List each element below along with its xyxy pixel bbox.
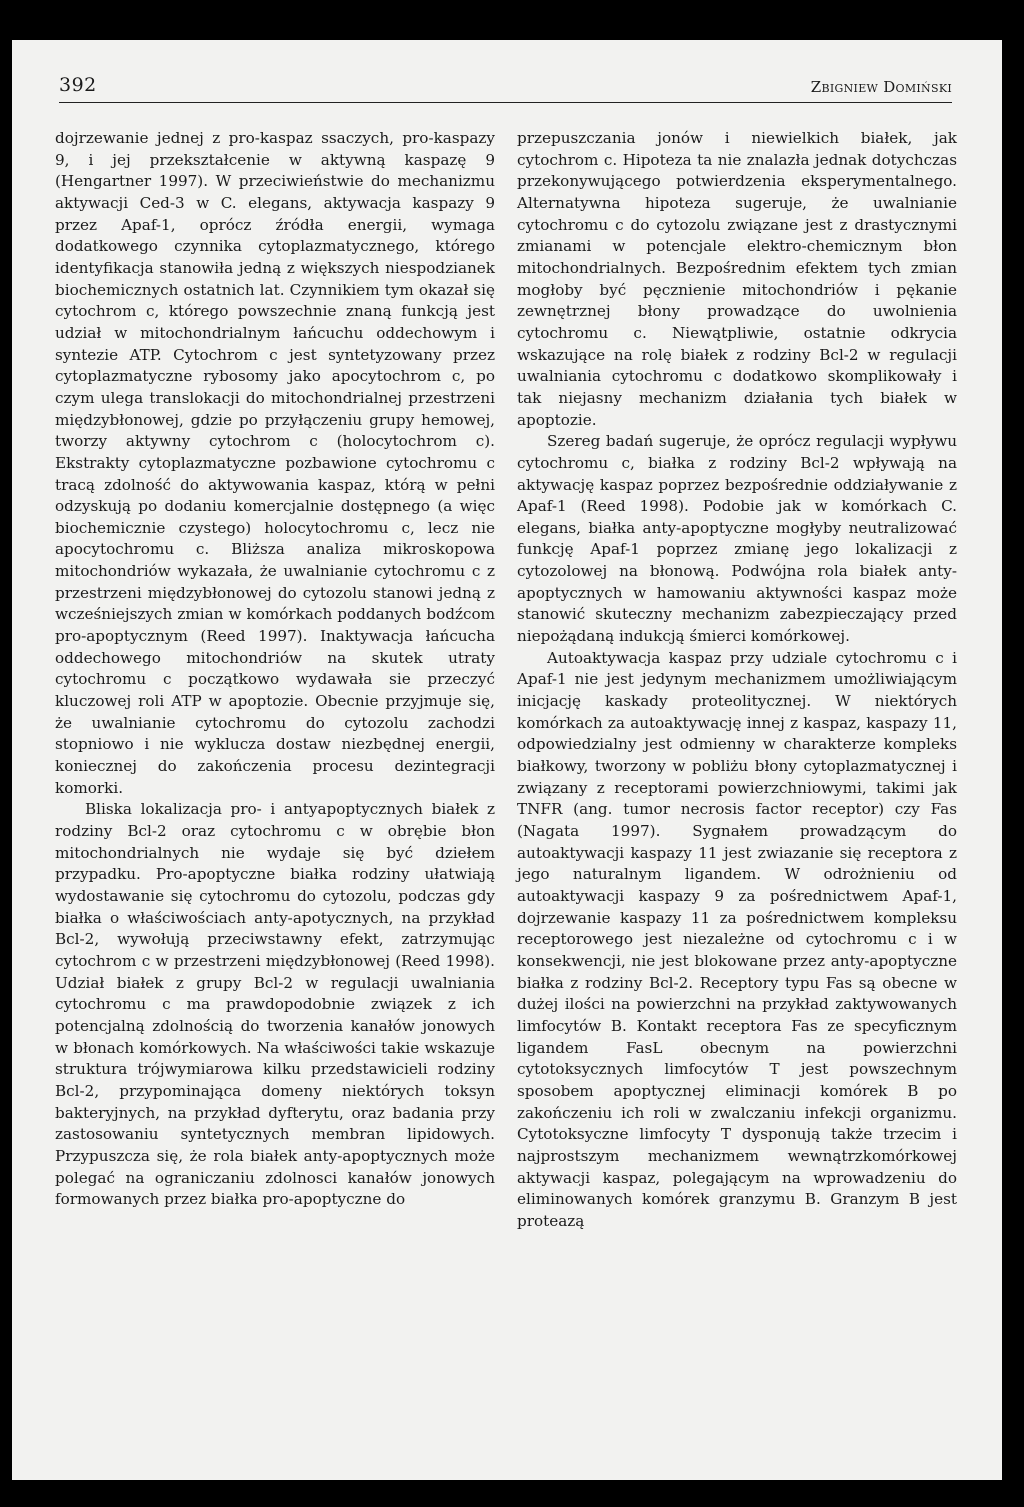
journal-page (12, 40, 1002, 1480)
left-paragraph-2: Bliska lokalizacja pro- i antyapoptycznych białek z rodziny Bcl-2 oraz cytochromu c w obrębie błon mitochondrialnych nie wydaje się być dziełem przypadku. Pro-apoptyczne białka rodziny ułatwiają wydostawanie się cytochromu do cytozolu, podczas gdy białka o właściwościach anty-apotycznych, na przykład Bcl-2, wywołują przeciwstawny efekt, zatrzymując cytochrom c w przestrzeni międzybłonowej (Reed 1998). Udział białek z grupy Bcl-2 w regulacji uwalniania cytochromu c ma prawdopodobnie związek z ich potencjalną zdolnością do tworzenia kanałów jonowych w błonach komórkowych. Na właściwości takie wskazuje struktura trójwymiarowa kilku przedstawicieli rodziny Bcl-2, przypominająca domeny niektórych toksyn bakteryjnych, na przykład dyfterytu, oraz badania przy zastosowaniu syntetycznych membran lipidowych. Przypuszcza się, że rola białek anty-apoptycznych może polegać na ograniczaniu zdolnosci kanałów jonowych formowanych przez białka pro-apoptyczne do (55, 800, 495, 1209)
page-header (59, 72, 952, 103)
left-paragraph-1: dojrzewanie jednej z pro-kaspaz ssaczych, pro-kaspazy 9, i jej przekształcenie w aktywną kaspazę 9 (Hengartner 1997). W przeciwieństwie do mechanizmu aktywacji Ced-3 w C. elegans, aktywacja kaspazy 9 przez Apaf-1, oprócz źródła energii, wymaga dodatkowego czynnika cytoplazmatycznego, którego identyfikacja stanowiła jedną z większych niespodzianek biochemicznych ostatnich lat. Czynnikiem tym okazał się cytochrom c, którego powszechnie znaną funkcją jest udział w mitochondrialnym łańcuchu oddechowym i syntezie ATP. Cytochrom c jest syntetyzowany przez cytoplazmatyczne rybosomy jako apocytochrom c, po czym ulega translokacji do mitochondrialnej przestrzeni międzybłonowej, gdzie po przyłączeniu grupy hemowej, tworzy aktywny cytochrom c (holocytochrom c). Ekstrakty cytoplazmatyczne pozbawione cytochromu c tracą zdolność do aktywowania kaspaz, którą w pełni odzyskują po dodaniu komercjalnie dostępnego (a więc biochemicznie czystego) holocytochromu c, lecz nie apocytochromu c. Bliższa analiza mikroskopowa mitochondriów wykazała, że uwalnianie cytochromu c z przestrzeni międzybłonowej do cytozolu stanowi jedną z wcześniejszych zmian w komórkach poddanych bodźcom pro-apoptycznym (Reed 1997). Inaktywacja łańcucha oddechowego mitochondriów na skutek utraty cytochromu c początkowo wydawała sie przeczyć kluczowej roli ATP w apoptozie. Obecnie przyjmuje się, że uwalnianie cytochromu do cytozolu zachodzi stopniowo i nie wyklucza dostaw niezbędnej energii, koniecznej do zakończenia procesu dezintegracji komorki. (55, 129, 495, 797)
right-paragraph-2: Szereg badań sugeruje, że oprócz regulacji wypływu cytochromu c, białka z rodziny Bcl-2 wpływają na aktywację kaspaz poprzez bezpośrednie oddziaływanie z Apaf-1 (Reed 1998). Podobie jak w komórkach C. elegans, białka anty-apoptyczne mogłyby neutralizować funkcję Apaf-1 poprzez zmianę jego lokalizacji z cytozolowej na błonową. Podwójna rola białek anty-apoptycznych w hamowaniu aktywności kaspaz może stanowić skuteczny mechanizm zabezpieczający przed niepożądaną indukcją śmierci komórkowej. (517, 432, 957, 646)
right-text-column (517, 128, 957, 1232)
running-head-author: Zbigniew Domiński (810, 78, 952, 96)
right-paragraph-1: przepuszczania jonów i niewielkich białek, jak cytochrom c. Hipoteza ta nie znalazła jednak dotychczas przekonywującego potwierdzenia eksperymentalnego. Alternatywna hipoteza sugeruje, że uwalnianie cytochromu c do cytozolu związane jest z drastycznymi zmianami w potencjale elektro-chemicznym błon mitochondrialnych. Bezpośrednim efektem tych zmian mogłoby być pęcznienie mitochondriów i pękanie zewnętrznej błony prowadzące do uwolnienia cytochromu c. Niewątpliwie, ostatnie odkrycia wskazujące na rolę białek z rodziny Bcl-2 w regulacji uwalniania cytochromu c dodatkowo skomplikowały i tak niejasny mechanizm działania tych białek w apoptozie. (517, 129, 957, 429)
right-paragraph-3: Autoaktywacja kaspaz przy udziale cytochromu c i Apaf-1 nie jest jedynym mechanizmem umożliwiającym inicjację kaskady proteolitycznej. W niektórych komórkach za autoaktywację innej z kaspaz, kaspazy 11, odpowiedzialny jest odmienny w charakterze kompleks białkowy, tworzony w pobliżu błony cytoplazmatycznej i związany z receptorami powierzchniowymi, takimi jak TNFR (ang. tumor necrosis factor receptor) czy Fas (Nagata 1997). Sygnałem prowadzącym do autoaktywacji kaspazy 11 jest zwiazanie się receptora z jego naturalnym ligandem. W odrożnieniu od autoaktywacji kaspazy 9 za pośrednictwem Apaf-1, dojrzewanie kaspazy 11 za pośrednictwem kompleksu receptorowego jest niezależne od cytochromu c i w konsekwencji, nie jest blokowane przez anty-apoptyczne białka z rodziny Bcl-2. Receptory typu Fas są obecne w dużej ilości na powierzchni na przykład zaktywowanych limfocytów B. Kontakt receptora Fas ze specyficznym ligandem FasL obecnym na powierzchni cytotoksycznych limfocytów T jest powszechnym sposobem apoptycznej eliminacji komórek B po zakończeniu ich roli w zwalczaniu infekcji organizmu. Cytotoksyczne limfocyty T dysponują także trzecim i najprostszym mechanizmem wewnątrzkomórkowej aktywacji kaspaz, polegającym na wprowadzeniu do eliminowanych komórek granzymu B. Granzym B jest proteazą (517, 648, 957, 1230)
left-text-column (55, 128, 495, 1211)
page-number: 392 (59, 74, 97, 96)
